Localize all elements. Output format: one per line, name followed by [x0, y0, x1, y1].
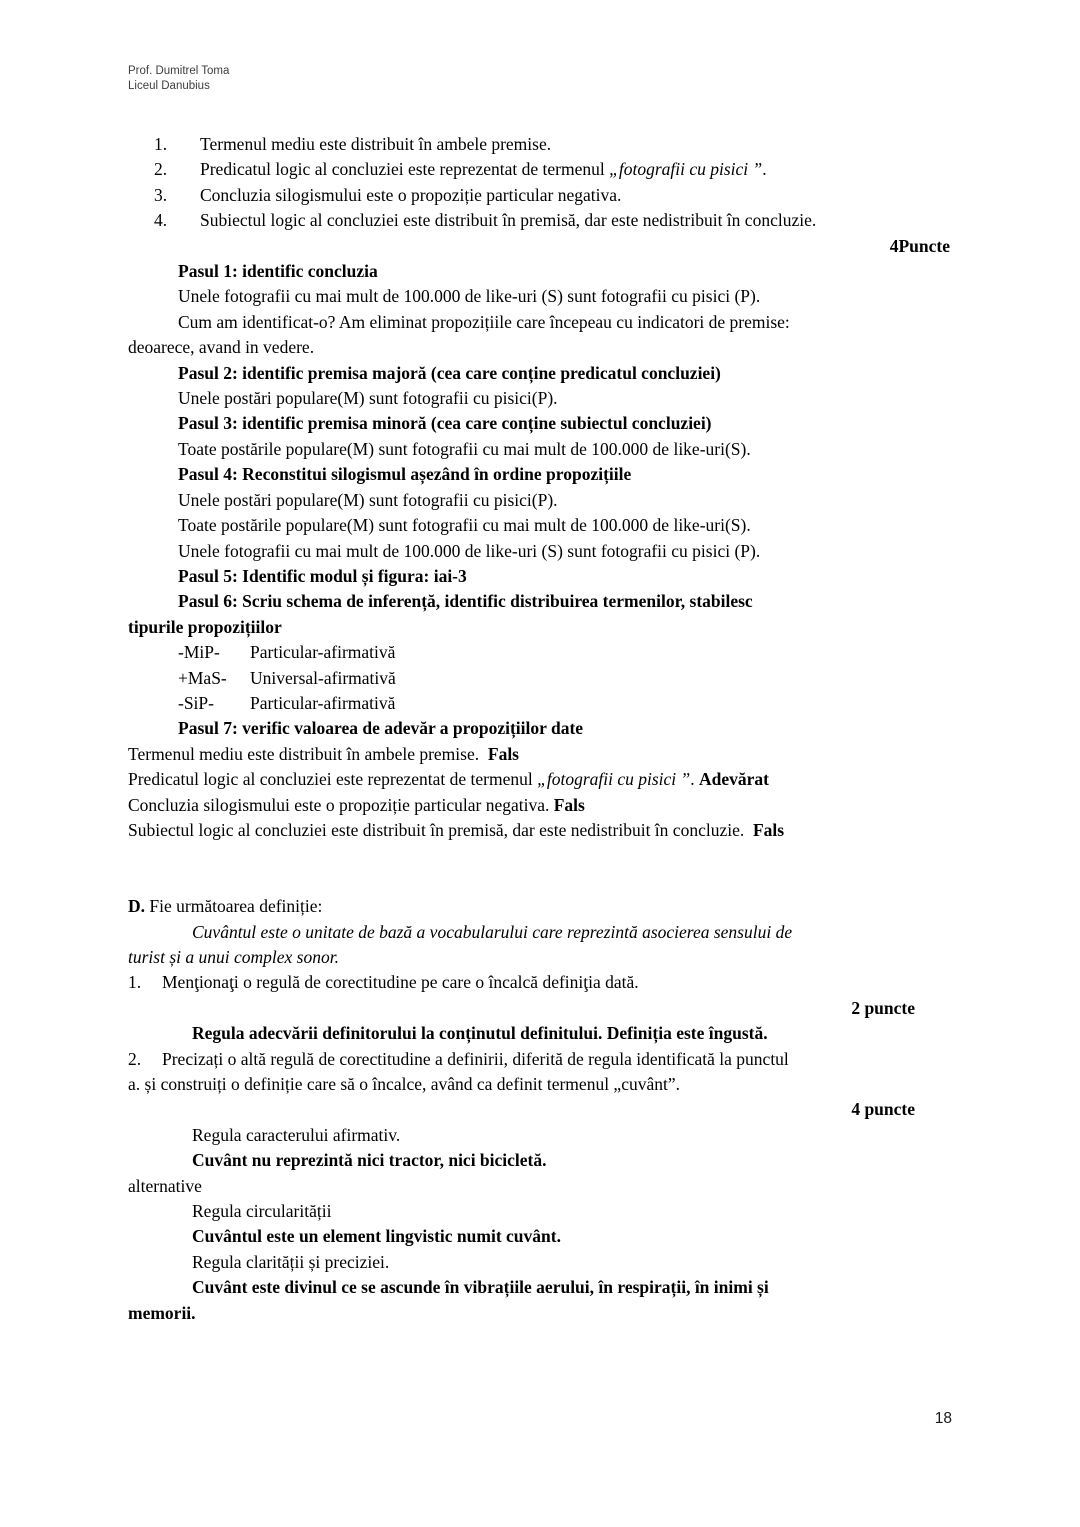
text-segment: -SiP- [178, 692, 214, 713]
header-author: Prof. Dumitrel Toma [128, 65, 230, 77]
text-line [128, 1097, 950, 1122]
text-line [128, 1199, 950, 1224]
text-segment: Subiectul logic al concluziei este distribuit în premisă, dar este nedistribuit în concluzie. [200, 210, 817, 231]
text-segment: Predicatul logic al concluziei este reprezentat de termenul [128, 769, 538, 790]
text-segment: „fotografii cu pisici ” [609, 159, 763, 180]
text-segment: Menţionaţi o regulă de corectitudine pe care o încalcă definiţia dată. [162, 972, 639, 993]
text-segment: 1. [154, 134, 168, 154]
text-segment: . [762, 159, 767, 180]
text-segment: 1. [128, 972, 142, 993]
document-body [128, 132, 950, 1326]
text-line [128, 1174, 950, 1199]
text-segment: turist și a unui complex sonor. [128, 947, 339, 967]
text-line [128, 945, 950, 970]
text-segment: Regula circularității [192, 1201, 332, 1222]
text-line [128, 539, 950, 564]
text-segment: a. și construiți o definiție care să o încalce, având ca definit termenul „cuvânt”. [128, 1074, 680, 1095]
text-segment: alternative [128, 1175, 202, 1196]
text-segment: „fotografii cu pisici ” [537, 769, 691, 790]
text-segment: Predicatul logic al concluziei este reprezentat de termenul [200, 159, 610, 180]
text-line [128, 310, 950, 335]
text-line [128, 818, 950, 843]
text-segment: Cum am identificat-o? Am eliminat propozițiile care începeau cu indicatori de premise: [178, 311, 790, 332]
text-line [128, 259, 950, 284]
text-line [128, 564, 950, 589]
text-segment: Pasul 2: identific premisa majoră (cea care conține predicatul concluziei) [178, 362, 721, 383]
text-line [128, 996, 950, 1021]
text-line [128, 1250, 950, 1275]
text-segment: Fie următoarea definiție: [145, 896, 323, 917]
text-segment: Pasul 4: Reconstitui silogismul așezând în ordine propozițiile [178, 464, 632, 485]
text-segment: Subiectul logic al concluziei este distribuit în premisă, dar este nedistribuit în concluzie. [128, 819, 753, 840]
text-segment: +MaS- [178, 667, 227, 688]
text-segment: Cuvântul este o unitate de bază a vocabularului care reprezintă asocierea sensului de [192, 921, 793, 942]
text-segment: Regula caracterului afirmativ. [192, 1124, 401, 1145]
text-line [128, 513, 950, 538]
text-segment: 4 puncte [851, 1099, 915, 1120]
text-segment: Unele postări populare(M) sunt fotografii cu pisici(P). [178, 489, 558, 510]
blank-line [128, 869, 950, 894]
text-segment: Pasul 6: Scriu schema de inferență, identific distribuirea termenilor, stabilesc [178, 591, 753, 612]
text-segment: Termenul mediu este distribuit în ambele premise. [200, 134, 552, 154]
text-line [128, 335, 950, 360]
text-segment: Pasul 3: identific premisa minoră (cea care conține subiectul concluziei) [178, 413, 712, 434]
text-line [128, 615, 950, 640]
text-line [128, 640, 950, 665]
text-line [128, 437, 950, 462]
text-segment: Toate postările populare(M) sunt fotografii cu mai mult de 100.000 de like-uri(S). [178, 438, 751, 459]
page-header [128, 64, 229, 93]
text-segment: Cuvânt nu reprezintă nici tractor, nici bicicletă. [192, 1150, 547, 1171]
text-segment: tipurile propozițiilor [128, 616, 282, 637]
text-segment: Fals [553, 794, 585, 815]
text-segment: Pasul 7: verific valoarea de adevăr a propozițiilor date [178, 718, 584, 739]
text-line [128, 1301, 950, 1326]
text-segment: deoarece, avand in vedere. [128, 337, 315, 358]
text-segment: Fals [752, 819, 785, 840]
text-segment: Puncte [898, 235, 950, 256]
text-line [128, 411, 950, 436]
text-segment: 4. [154, 210, 168, 231]
text-segment: Fals [487, 743, 519, 764]
text-line [128, 666, 950, 691]
text-segment: Unele postări populare(M) sunt fotografii cu pisici(P). [178, 388, 558, 409]
text-line [128, 1224, 950, 1249]
text-segment: Particular-afirmativă [250, 692, 396, 713]
text-line [128, 157, 950, 182]
text-line [128, 462, 950, 487]
text-line [128, 691, 950, 716]
text-line [128, 894, 950, 919]
text-line [128, 767, 950, 792]
text-segment: Termenul mediu este distribuit în ambele premise. [128, 743, 488, 764]
text-segment: . [690, 769, 700, 790]
text-segment: Pasul 5: Identific modul și figura: iai-3 [178, 565, 467, 586]
text-segment: Adevărat [699, 769, 770, 790]
text-line [128, 361, 950, 386]
text-line [128, 284, 950, 309]
text-line [128, 716, 950, 741]
page-number: 18 [934, 1410, 952, 1427]
text-line [128, 132, 950, 157]
text-line [128, 488, 950, 513]
text-segment: Regula clarității și preciziei. [192, 1251, 390, 1272]
text-segment: 3. [154, 184, 168, 205]
text-segment: 2 puncte [851, 997, 915, 1018]
blank-line [128, 843, 950, 868]
text-line [128, 970, 950, 995]
text-line [128, 183, 950, 208]
text-line [128, 589, 950, 614]
text-segment: Pasul 1: identific concluzia [178, 261, 378, 282]
text-line [128, 920, 950, 945]
text-segment: Regula adecvării definitorului la conținutul definitului. Definiția este îngustă. [192, 1023, 768, 1044]
text-segment: Cuvânt este divinul ce se ascunde în vibrațiile aerului, în respirații, în inimi și [192, 1277, 769, 1298]
text-segment: Unele fotografii cu mai mult de 100.000 de like-uri (S) sunt fotografii cu pisici (P). [178, 286, 761, 307]
text-line [128, 1148, 950, 1173]
text-line [128, 1275, 950, 1300]
text-line [128, 1047, 950, 1072]
text-segment: D. [128, 896, 146, 917]
text-segment: memorii. [128, 1302, 196, 1323]
text-segment: Particular-afirmativă [250, 642, 396, 663]
text-line [128, 1021, 950, 1046]
header-school: Liceul Danubius [128, 79, 210, 92]
text-line [128, 1072, 950, 1097]
text-segment: Precizați o altă regulă de corectitudine a definirii, diferită de regula identificată la punctul [162, 1048, 789, 1069]
text-segment: Universal-afirmativă [250, 667, 396, 688]
text-segment: Cuvântul este un element lingvistic numit cuvânt. [192, 1226, 561, 1247]
text-segment: Toate postările populare(M) sunt fotografii cu mai mult de 100.000 de like-uri(S). [178, 515, 751, 536]
text-line [128, 1123, 950, 1148]
text-segment: 4 [889, 235, 899, 256]
text-segment: Unele fotografii cu mai mult de 100.000 de like-uri (S) sunt fotografii cu pisici (P). [178, 540, 761, 561]
text-segment: -MiP- [178, 642, 220, 663]
text-segment: 2. [154, 159, 168, 180]
text-segment: Concluzia silogismului este o propoziție particular negativa. [128, 794, 554, 815]
text-segment: 2. [128, 1048, 142, 1069]
text-line [128, 234, 950, 259]
text-line [128, 386, 950, 411]
text-segment: Concluzia silogismului este o propoziție particular negativa. [200, 184, 622, 205]
text-line [128, 208, 950, 233]
text-line [128, 793, 950, 818]
text-line [128, 742, 950, 767]
